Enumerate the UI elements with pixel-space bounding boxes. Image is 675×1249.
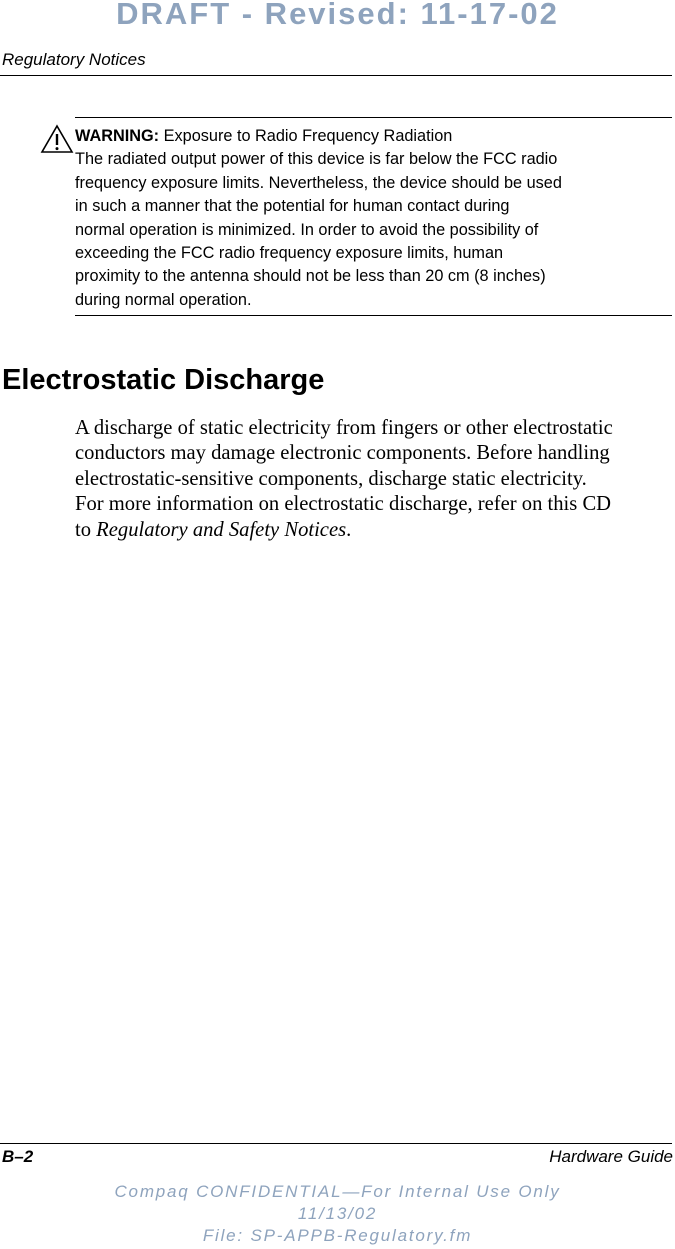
- warning-triangle-icon: [40, 124, 74, 154]
- running-header-title: Regulatory Notices: [2, 50, 146, 69]
- book-title: Hardware Guide: [549, 1147, 673, 1166]
- body-text-line-last: [75, 518, 675, 543]
- warning-text-line: proximity to the antenna should not be less than 20 cm (8 inches): [75, 267, 546, 286]
- warning-label: WARNING:: [75, 127, 160, 145]
- body-text-suffix: .: [346, 518, 352, 541]
- warning-text-line: in such a manner that the potential for human contact during: [75, 197, 510, 216]
- body-text-line: A discharge of static electricity from fingers or other electrostatic: [75, 417, 613, 439]
- cross-reference-title: Regulatory and Safety Notices: [96, 518, 347, 541]
- warning-text-line: during normal operation.: [75, 290, 252, 309]
- body-text-line: electrostatic-sensitive components, discharge static electricity.: [75, 467, 587, 490]
- confidential-date: 11/13/02: [297, 1204, 378, 1223]
- confidential-file: File: SP-APPB-Regulatory.fm: [202, 1226, 473, 1245]
- page-number: B–2: [2, 1147, 34, 1166]
- body-paragraph: [75, 416, 675, 543]
- warning-text-line: The radiated output power of this device is far below the FCC radio: [75, 150, 558, 169]
- warning-title: Exposure to Radio Frequency Radiation: [163, 127, 453, 145]
- warning-text-line: exceeding the FCC radio frequency exposure limits, human: [75, 244, 504, 263]
- section-heading: Electrostatic Discharge: [2, 364, 325, 396]
- warning-top-rule: [75, 117, 672, 118]
- warning-block: [75, 125, 635, 312]
- body-text-line: conductors may damage electronic components. Before handling: [75, 442, 610, 465]
- warning-text-line: frequency exposure limits. Nevertheless, the device should be used: [75, 173, 562, 192]
- confidential-line: Compaq CONFIDENTIAL—For Internal Use Only: [114, 1182, 561, 1201]
- warning-title-line: [75, 125, 635, 148]
- body-text-line: For more information on electrostatic discharge, refer on this CD: [75, 493, 612, 516]
- footer-rule: [0, 1143, 672, 1144]
- header-rule: [0, 75, 672, 76]
- body-text-prefix: to: [75, 518, 97, 541]
- confidential-notice: [0, 1181, 675, 1247]
- warning-text-line: normal operation is minimized. In order to avoid the possibility of: [75, 220, 539, 239]
- warning-bottom-rule: [75, 315, 672, 316]
- draft-revision-banner: DRAFT - Revised: 11-17-02: [116, 0, 559, 31]
